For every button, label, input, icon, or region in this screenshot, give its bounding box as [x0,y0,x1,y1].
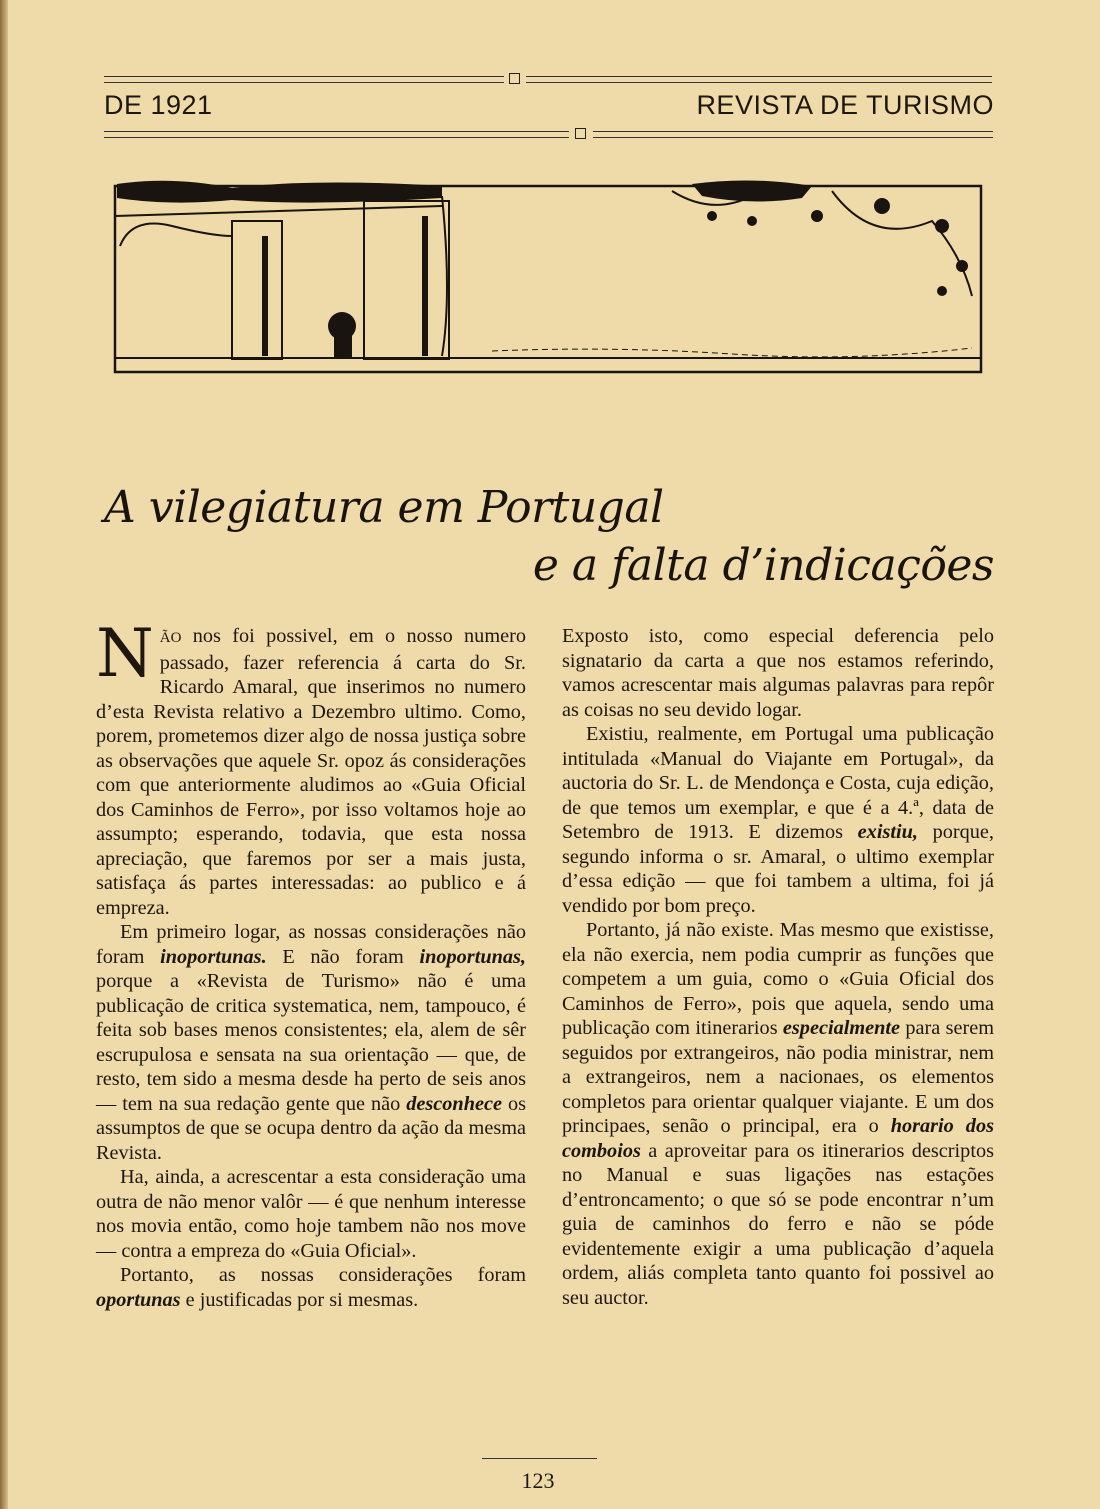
header-rule-bottom [593,131,993,138]
emphasis-text: desconhece [406,1092,502,1115]
body-text: Exposto isto, como especial deferencia pelo signatario da carta a que nos estamos referindo, vamos acrescentar mais algumas palavras para repôr as coisas no seu devido logar. [562,625,994,721]
paragraph [96,1165,526,1263]
body-text: porque, segundo informa o sr. Amaral, o ultimo exemplar d’essa edição — que foi tambem a ultima, foi já vendido por bom preço. [562,821,994,917]
body-text: os assumptos de que se ocupa dentro da ação da mesma Revista. [96,1092,526,1164]
first-word: ÃO [159,630,182,646]
page-edge [0,0,8,1509]
emphasis-text: inoportunas. [160,945,267,968]
left-column [96,615,526,1312]
right-column [562,624,994,1310]
page-number: 123 [521,1468,555,1493]
paragraph [562,722,994,918]
emphasis-text: existiu, [857,821,918,843]
ornament-square [575,128,586,139]
footer-rule [482,1458,597,1459]
paragraph [562,918,994,1310]
body-text: Portanto, as nossas considerações foram [120,1264,526,1286]
body-text: Em primeiro logar, as nossas considerações não foram [96,921,526,968]
body-text: porque a «Revista de Turismo» não é uma publicação de critica systematica, nem, tampouco, é feita sob bases menos consistentes; ela, alem de sêr escrupulosa e sensata na sua orientação — que, de resto, tem sido a mesma desde ha perto de seis anos — tem na sua redação gente que não [96,970,526,1115]
body-text: para serem seguidos por extrangeiros, não podia ministrar, nem a extrangeiros, nem a nacionaes, os elementos completos para orientar qualquer viajante. E um dos principaes, senão o principal, era o [562,1017,994,1137]
emphasis-text: oportunas [96,1288,181,1311]
header-rule-top [104,76,504,83]
body-text: nos foi possivel, em o nosso numero passado, fazer referencia á carta do Sr. Ricardo Amaral, que inserimos no numero d’esta Revista relativo a Dezembro ultimo. Como, porem, prometemos dizer algo de nossa justiça sobre as observações que aquele Sr. opoz ás considerações com que anteriormente aludimos ao «Guia Oficial dos Caminhos de Ferro», por isso voltamos hoje ao assumpto; esperando, todavia, que esta nossa apreciação, que faremos por ser a mais justa, satisfaça ás partes interessadas: ao publico e á empreza. [96,625,526,919]
paragraph [562,624,994,722]
body-text: e justificadas por si mesmas. [180,1288,419,1311]
article-title-line-1: A vilegiatura em Portugal [104,482,664,533]
decorative-illustration [112,176,984,378]
ornament-square [509,73,520,84]
drop-cap: N [96,615,154,692]
emphasis-text: horario dos comboios [562,1115,994,1162]
header-rule-bottom [104,131,569,138]
body-text: Ha, ainda, a acrescentar a esta consideração uma outra de não menor valôr — é que nenhum interesse nos movia então, como hoje tambem não nos move — contra a empreza do «Guia Oficial». [96,1166,526,1262]
article-title-line-2: e a falta d’indicações [532,540,994,591]
body-text: Existiu, realmente, em Portugal uma publicação intitulada «Manual do Viajante em Portugal», da auctoria do Sr. L. de Mendonça e Costa, cuja edição, de que temos um exemplar, e que é a 4.ª, data de Setembro de 1913. E dizemos [562,723,994,843]
header-date: DE 1921 [104,90,213,120]
header-publication: REVISTA DE TURISMO [696,90,994,120]
body-text: E não foram [266,945,420,968]
header-rule-top [526,76,992,83]
paragraph [96,615,526,920]
emphasis-text: inoportunas, [419,945,526,968]
body-text: Portanto, já não existe. Mas mesmo que existisse, ela não exercia, nem podia cumprir as funções que competem a um guia, como o «Guia Oficial dos Caminhos de Ferro», pois que aquela, sendo uma publicação com itinerarios [562,919,994,1039]
emphasis-text: especialmente [782,1017,901,1039]
body-text: a aproveitar para os itinerarios descriptos no Manual e suas ligações nas estações d’entroncamento; o que só se pode encontrar n’um guia de caminhos do ferro e não se póde evidentemente exigir a uma publicação d’aquela ordem, aliás completa tanto quanto foi possivel ao seu auctor. [562,1139,994,1309]
paragraph [96,1263,526,1312]
paragraph [96,920,526,1165]
